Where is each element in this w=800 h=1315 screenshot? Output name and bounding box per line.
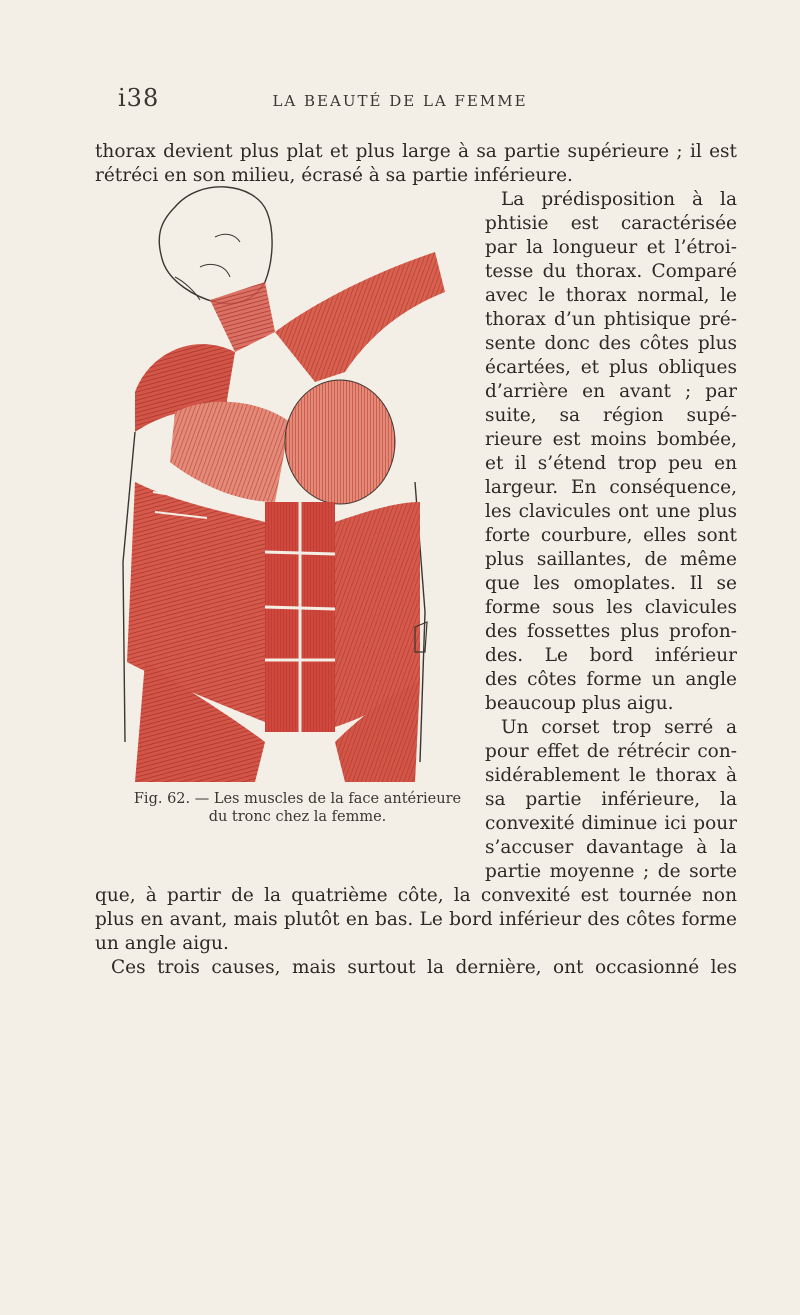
body-line: pour effet de rétrécir con- [485,741,737,762]
body-line: et il s’étend trop peu en [485,453,737,474]
body-line: thorax devient plus plat et plus large à sa partie supérieure ; il est [95,141,737,162]
body-line: par la longueur et l’étroi- [485,237,737,258]
body-line: les clavicules ont une plus [485,501,737,522]
body-line: sa partie inférieure, la [485,789,737,810]
body-line: partie moyenne ; de sorte [485,861,737,882]
body-line: Un corset trop serré a [501,717,737,738]
body-line: beaucoup plus aigu. [485,693,674,714]
body-line: thorax d’un phtisique pré- [485,309,737,330]
body-line: écartées, et plus obliques [485,357,737,378]
body-line: un angle aigu. [95,933,229,954]
body-line: que les omoplates. Il se [485,573,737,594]
caption-line: Fig. 62. — Les muscles de la face antérieure [133,791,462,807]
running-head: LA BEAUTÉ DE LA FEMME [272,92,528,110]
anatomy-illustration [115,182,477,782]
body-line: plus en avant, mais plutôt en bas. Le bord inférieur des côtes forme [95,909,737,930]
body-line: sidérablement le thorax à [485,765,737,786]
body-line: des côtes forme un angle [485,669,737,690]
body-line: La prédisposition à la [501,189,737,210]
body-line: sente donc des côtes plus [485,333,737,354]
body-line: phtisie est caractérisée [485,213,737,234]
body-line: avec le thorax normal, le [485,285,737,306]
body-line: s’accuser davantage à la [485,837,737,858]
page-number: i38 [118,84,160,112]
body-line: forme sous les clavicules [485,597,737,618]
caption-line: du tronc chez la femme. [208,809,387,825]
body-line: des fossettes plus profon- [485,621,737,642]
body-line: d’arrière en avant ; par [485,381,737,402]
body-line: des. Le bord inférieur [485,645,737,666]
body-line: plus saillantes, de même [485,549,737,570]
body-line: Ces trois causes, mais surtout la dernière, ont occasionné les [111,957,737,978]
body-line: forte courbure, elles sont [485,525,737,546]
body-line: convexité diminue ici pour [485,813,737,834]
body-line: que, à partir de la quatrième côte, la convexité est tournée non [95,885,737,906]
caption [110,790,485,826]
anatomical-figure-muscles-trunk [115,182,477,782]
body-line: rétréci en son milieu, écrasé à sa partie inférieure. [95,165,573,186]
body-line: tesse du thorax. Comparé [485,261,737,282]
body-line: rieure est moins bombée, [485,429,737,450]
body-line: largeur. En conséquence, [485,477,737,498]
body-line: suite, sa région supé- [485,405,737,426]
